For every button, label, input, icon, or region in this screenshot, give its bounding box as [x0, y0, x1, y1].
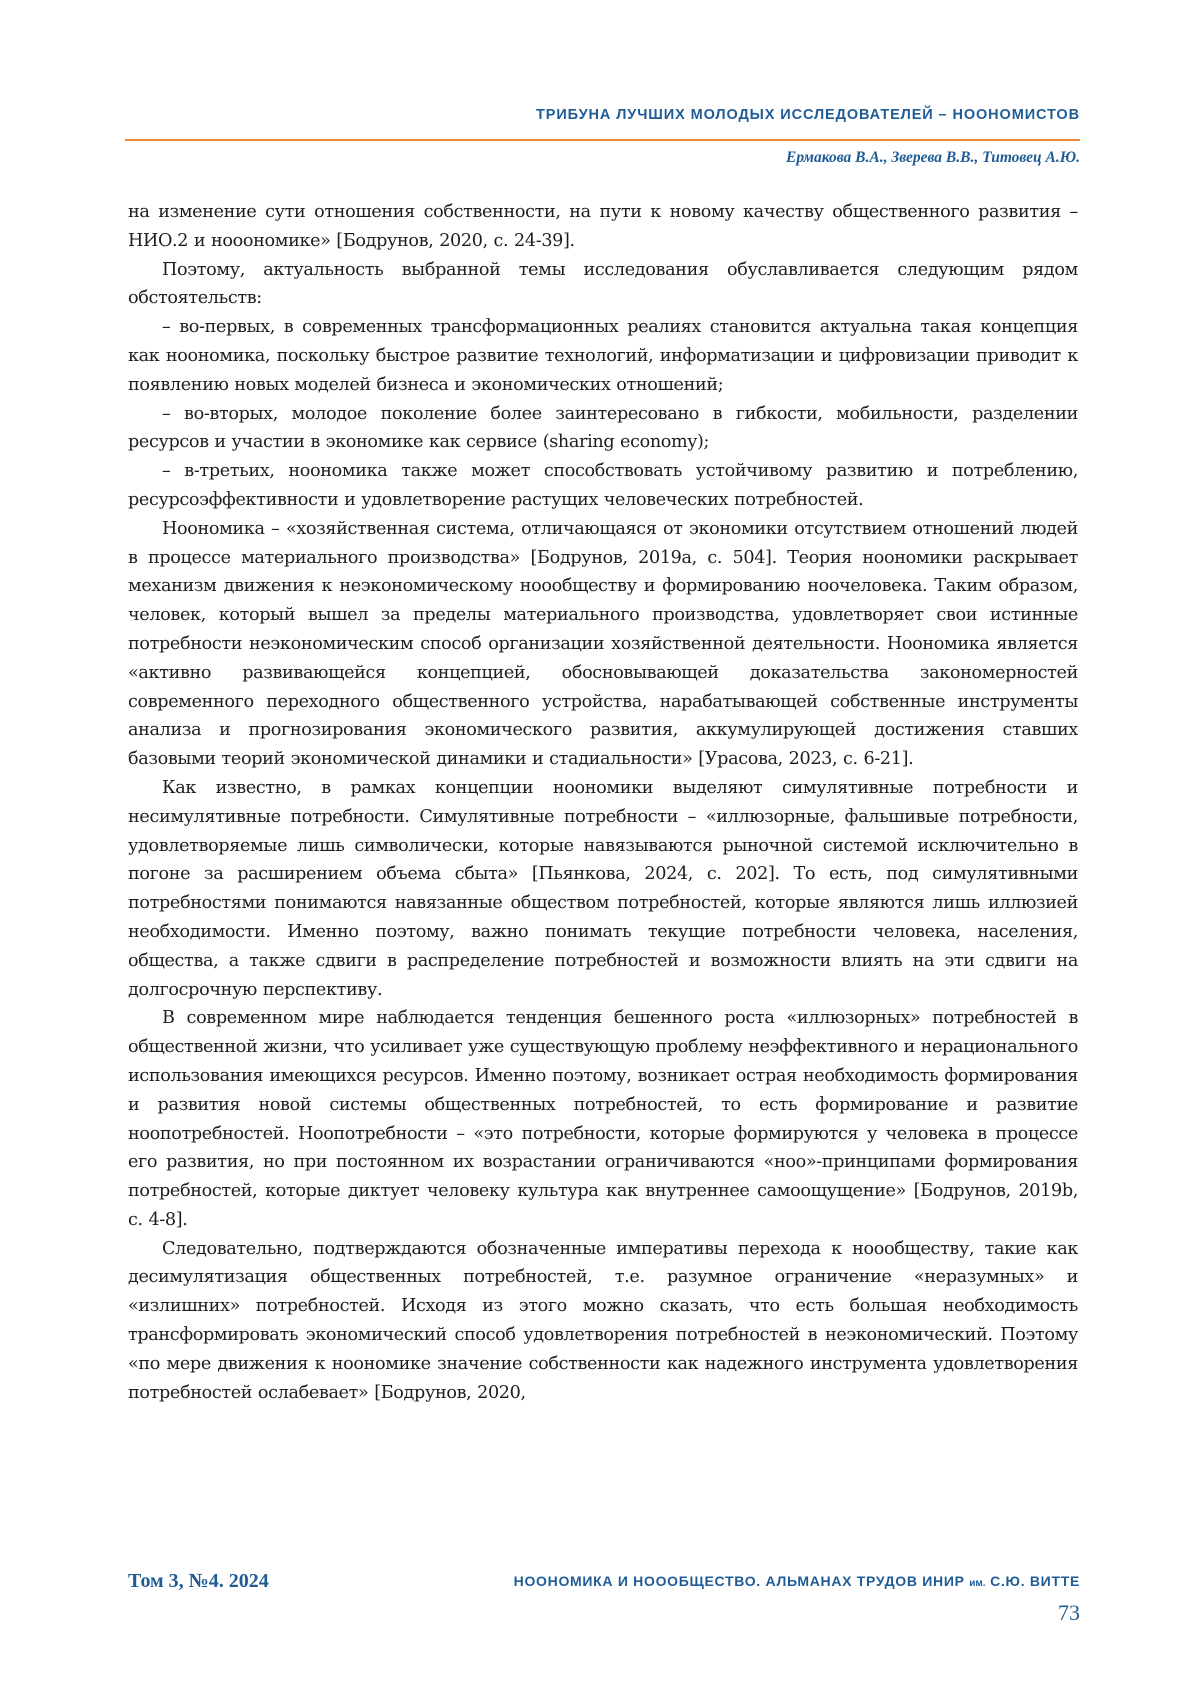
list-item: – в-третьих, ноономика также может способствовать устойчивому развитию и потреблению, ресурсоэффективности и удовлетворение растущих человеческих потребностей. — [128, 461, 1078, 510]
paragraph: Следовательно, подтверждаются обозначенные императивы перехода к нооoбществу, такие как десимулятизация общественных потребностей, т.е. разумное ограничение «неразумных» и «излишних» потребностей. Исходя из этого можно сказать, что есть большая необходимость трансформировать экономический способ удовлетворения потребностей в неэкономический. Поэтому «по мере движения к ноономике значение собственности как надежного инструмента удовлетворения потребностей ослабевает» [Бодрунов, 2020, — [128, 1238, 1078, 1403]
paragraph: Как известно, в рамках концепции ноономики выделяют симулятивные потребности и несимулятивные потребности. Симулятивные потребности – «иллюзорные, фальшивые потребности, удовлетворяемые лишь символически, которые навязываются рыночной системой исключительно в погоне за расширением объема сбыта» [Пьянкова, 2024, с. 202]. То есть, под симулятивными потребностями понимаются навязанные обществом потребностей, которые являются лишь иллюзией необходимости. Именно поэтому, важно понимать текущие потребности человека, населения, общества, а также сдвиги в распределение потребностей и возможности влиять на эти сдвиги на долгосрочную перспективу. — [128, 777, 1078, 1000]
journal-title-part2: С.Ю. ВИТТЕ — [990, 1573, 1080, 1589]
list-item: – во-вторых, молодое поколение более заинтересовано в гибкости, мобильности, разделении ресурсов и участии в экономике как сервисе (sharing economy); — [128, 403, 1078, 453]
paragraph: Поэтому, актуальность выбранной темы исследования обуславливается следующим рядом обстоятельств: — [128, 259, 1078, 309]
list-item: – во-первых, в современных трансформационных реалиях становится актуальна такая концепция как ноономика, поскольку быстрое развитие технологий, информатизации и цифровизации приводит к появлению новых моделей бизнеса и экономических отношений; — [128, 317, 1078, 395]
article-body — [128, 198, 1078, 1407]
paragraph: Ноономика – «хозяйственная система, отличающаяся от экономики отсутствием отношений людей в процессе материального производства» [Бодрунов, 2019a, с. 504]. Теория ноономики раскрывает механизм движения к неэкономическому нооoбществу и формированию ноочеловека. Таким образом, человек, который вышел за пределы материального производства, удовлетворяет свои истинные потребности неэкономическим способ организации хозяйственной деятельности. Ноономика является «активно развивающейся концепцией, обосновывающей доказательства закономерностей современного переходного общественного устройства, нарабатывающей собственные инструменты анализа и прогнозирования экономического развития, аккумулирующей достижения ставших базовыми теорий экономической динамики и стадиальности» [Урасова, 2023, с. 6-21]. — [128, 518, 1078, 770]
paragraph: на изменение сути отношения собственности, на пути к новому качеству общественного развития – НИО.2 и нооономике» [Бодрунов, 2020, с. 24-39]. — [128, 202, 1078, 251]
paragraph: В современном мире наблюдается тенденция бешенного роста «иллюзорных» потребностей в общественной жизни, что усиливает уже существующую проблему неэффективного и нерационального использования имеющихся ресурсов. Именно поэтому, возникает острая необходимость формирования и развития новой системы общественных потребностей, то есть формирование и развитие ноопотребностей. Ноопотребности – «это потребности, которые формируются у человека в процессе его развития, но при постоянном их возрастании ограничиваются «ноо»-принципами формирования потребностей, которые диктует человеку культура как внутреннее самоощущение» [Бодрунов, 2019b, с. 4-8]. — [128, 1008, 1078, 1230]
authors-line: Ермакова В.А., Зверева В.В., Титовец А.Ю. — [786, 149, 1080, 166]
section-header-title: ТРИБУНА ЛУЧШИХ МОЛОДЫХ ИССЛЕДОВАТЕЛЕЙ – НООНОМИСТОВ — [536, 107, 1080, 123]
journal-title — [514, 1573, 1080, 1589]
journal-title-im: им. — [969, 1578, 986, 1589]
header-divider — [125, 139, 1080, 141]
page-number: 73 — [1058, 1600, 1080, 1625]
issue-label: Том 3, №4. 2024 — [128, 1570, 269, 1592]
journal-title-part1: НООНОМИКА И НОООБЩЕСТВО. АЛЬМАНАХ ТРУДОВ ИНИР — [513, 1573, 965, 1589]
